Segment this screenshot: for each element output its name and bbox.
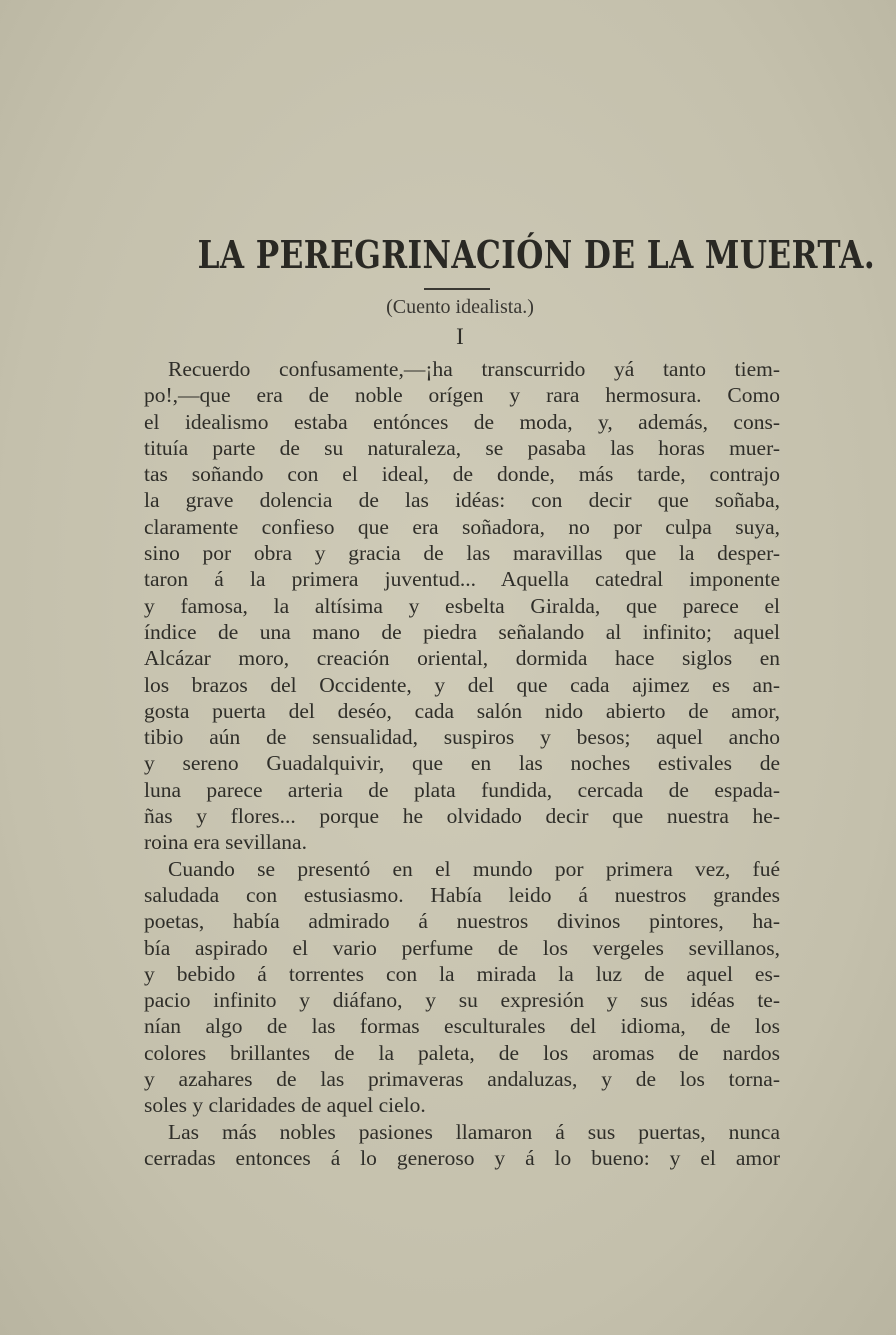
text-line: el idealismo estaba entónces de moda, y, además, cons- [144, 409, 780, 434]
text-line: y famosa, la altísima y esbelta Giralda, que parece el [144, 593, 780, 618]
paragraph [144, 356, 780, 856]
text-line: luna parece arteria de plata fundida, cercada de espada- [144, 777, 780, 802]
text-line: soles y claridades de aquel cielo. [144, 1093, 426, 1118]
text-line: taron á la primera juventud... Aquella catedral imponente [144, 567, 780, 592]
text-line: y sereno Guadalquivir, que en las noches estivales de [144, 751, 780, 776]
text-line: Las más nobles pasiones llamaron á sus puertas, nunca [168, 1119, 780, 1144]
text-line: colores brillantes de la paleta, de los aromas de nardos [144, 1040, 780, 1065]
paragraph [144, 1119, 780, 1172]
text-line: cerradas entonces á lo generoso y á lo bueno: y el amor [144, 1145, 780, 1170]
text-line: la grave dolencia de las idéas: con decir que soñaba, [144, 488, 780, 513]
title-divider [424, 288, 490, 290]
text-line: pacio infinito y diáfano, y su expresión y sus idéas te- [144, 988, 780, 1013]
text-line: Cuando se presentó en el mundo por primera vez, fué [168, 856, 780, 881]
text-line: claramente confieso que era soñadora, no por culpa suya, [144, 514, 780, 539]
text-line: índice de una mano de piedra señalando al infinito; aquel [144, 619, 780, 644]
text-line: Recuerdo confusamente,—¡ha transcurrido yá tanto tiem- [168, 357, 780, 381]
text-line: tituía parte de su naturaleza, se pasaba las horas muer- [144, 435, 780, 460]
text-line: Alcázar moro, creación oriental, dormida hace siglos en [144, 646, 780, 671]
text-line: tibio aún de sensualidad, suspiros y besos; aquel ancho [144, 725, 780, 750]
text-line: nían algo de las formas esculturales del idioma, de los [144, 1014, 780, 1039]
text-line: ñas y flores... porque he olvidado decir que nuestra he- [144, 804, 780, 829]
chapter-subtitle: (Cuento idealista.) [386, 296, 534, 318]
text-line: los brazos del Occidente, y del que cada ajimez es an- [144, 672, 780, 697]
text-line: po!,—que era de noble orígen y rara hermosura. Como [144, 383, 780, 408]
section-number: I [456, 324, 464, 349]
text-line: roina era sevillana. [144, 830, 307, 855]
text-line: y bebido á torrentes con la mirada la luz de aquel es- [144, 961, 780, 986]
text-line: tas soñando con el ideal, de donde, más tarde, contrajo [144, 462, 780, 487]
text-line: poetas, había admirado á nuestros divinos pintores, ha- [144, 909, 780, 934]
text-line: y azahares de las primaveras andaluzas, y de los torna- [144, 1067, 780, 1092]
chapter-title: LA PEREGRINACIÓN DE LA MUERTA. [197, 232, 876, 277]
text-line: gosta puerta del deséo, cada salón nido abierto de amor, [144, 698, 780, 723]
body-text [144, 356, 780, 1171]
text-line: bía aspirado el vario perfume de los vergeles sevillanos, [144, 935, 780, 960]
text-line: sino por obra y gracia de las maravillas que la desper- [144, 541, 780, 566]
paragraph [144, 856, 780, 1119]
text-line: saludada con estusiasmo. Había leido á nuestros grandes [144, 882, 780, 907]
